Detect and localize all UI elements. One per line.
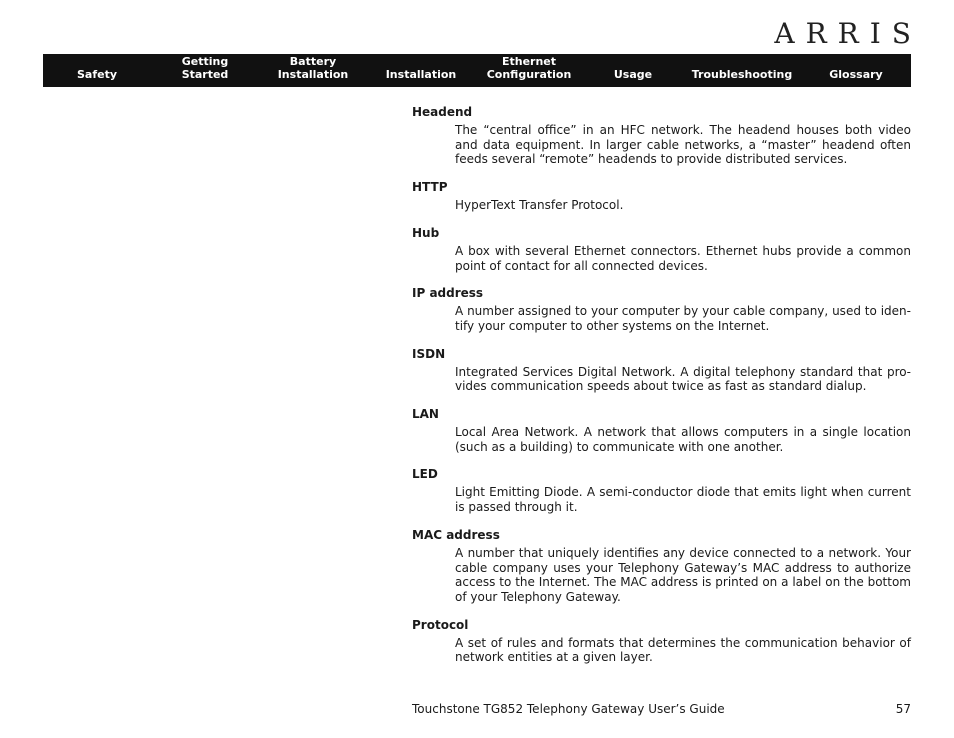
nav-getting-started-line1: Getting — [181, 55, 229, 68]
nav-safety-line2: Safety — [76, 68, 118, 81]
nav-ethernet-configuration-line1: Ethernet — [501, 55, 557, 68]
glossary-definition: Integrated Services Digital Network. A digital telephony standard that provides communication speeds about twice as fast as standard dialup. — [455, 364, 911, 394]
nav-troubleshooting-line2: Troubleshooting — [691, 68, 793, 81]
nav-getting-started-line2: Started — [181, 68, 229, 81]
glossary-term: LED — [412, 467, 438, 482]
nav-glossary-line2: Glossary — [829, 68, 883, 81]
page-number: 57 — [895, 702, 911, 716]
glossary-term: ISDN — [412, 346, 446, 361]
nav-ethernet-configuration[interactable] — [475, 55, 583, 87]
glossary-definition: A box with several Ethernet connectors. Ethernet hubs provide a common point of contact for all connected devices. — [455, 243, 911, 273]
glossary-entry-hub — [412, 226, 911, 273]
nav-battery-installation[interactable] — [259, 55, 367, 87]
nav-glossary[interactable] — [801, 68, 911, 87]
glossary-term: Protocol — [412, 617, 469, 632]
glossary-entry-mac-address — [412, 528, 911, 605]
nav-battery-installation-line1: Battery — [289, 55, 337, 68]
nav-usage[interactable] — [583, 68, 683, 87]
glossary-entry-protocol — [412, 618, 911, 665]
glossary-definition: The “central office” in an HFC network. The headend houses both video and data equipment. In larger cable networks, a “master” headend often feeds several “remote” headends to provide distributed services. — [455, 123, 911, 167]
glossary-definition: A number that uniquely identifies any device connected to a network. Your cable company uses your Telephony Gateway’s MAC address to authorize access to the Internet. The MAC address is printed on a label on the bottom of your Telephony Gateway. — [455, 545, 911, 604]
glossary-definition: A set of rules and formats that determines the communication behavior of network entities at a given layer. — [455, 635, 911, 665]
glossary-definition: HyperText Transfer Protocol. — [455, 198, 624, 213]
glossary-entry-headend — [412, 105, 911, 167]
glossary-entry-isdn — [412, 347, 911, 394]
glossary-term: MAC address — [412, 527, 500, 542]
guide-title: Touchstone TG852 Telephony Gateway User’s Guide — [412, 702, 725, 716]
nav-ethernet-configuration-line2: Configuration — [486, 68, 572, 81]
glossary-term: HTTP — [412, 180, 448, 195]
glossary-definition: Local Area Network. A network that allows computers in a single location (such as a building) to communicate with one another. — [455, 425, 911, 454]
glossary-term: Headend — [412, 105, 473, 119]
nav-battery-installation-line2: Installation — [277, 68, 349, 81]
top-navigation-bar — [43, 54, 911, 87]
nav-troubleshooting[interactable] — [683, 68, 801, 87]
nav-getting-started[interactable] — [151, 55, 259, 87]
glossary-entry-ip-address — [412, 286, 911, 333]
glossary-definition: A number assigned to your computer by your cable company, used to identify your computer to other systems on the Internet. — [455, 304, 911, 333]
glossary-entry-lan — [412, 407, 911, 454]
page-footer — [412, 702, 911, 716]
glossary-entry-led — [412, 467, 911, 514]
arris-logo: ARRIS — [774, 17, 922, 50]
glossary-definition: Light Emitting Diode. A semi-conductor diode that emits light when current is passed through it. — [455, 485, 911, 515]
nav-installation[interactable] — [367, 68, 475, 87]
nav-installation-line2: Installation — [385, 68, 457, 81]
nav-safety[interactable] — [43, 68, 151, 87]
nav-usage-line2: Usage — [613, 68, 653, 81]
glossary-content — [412, 105, 911, 678]
glossary-term: IP address — [412, 286, 484, 301]
glossary-term: Hub — [412, 225, 440, 240]
glossary-term: LAN — [412, 407, 439, 422]
glossary-entry-http — [412, 180, 911, 213]
